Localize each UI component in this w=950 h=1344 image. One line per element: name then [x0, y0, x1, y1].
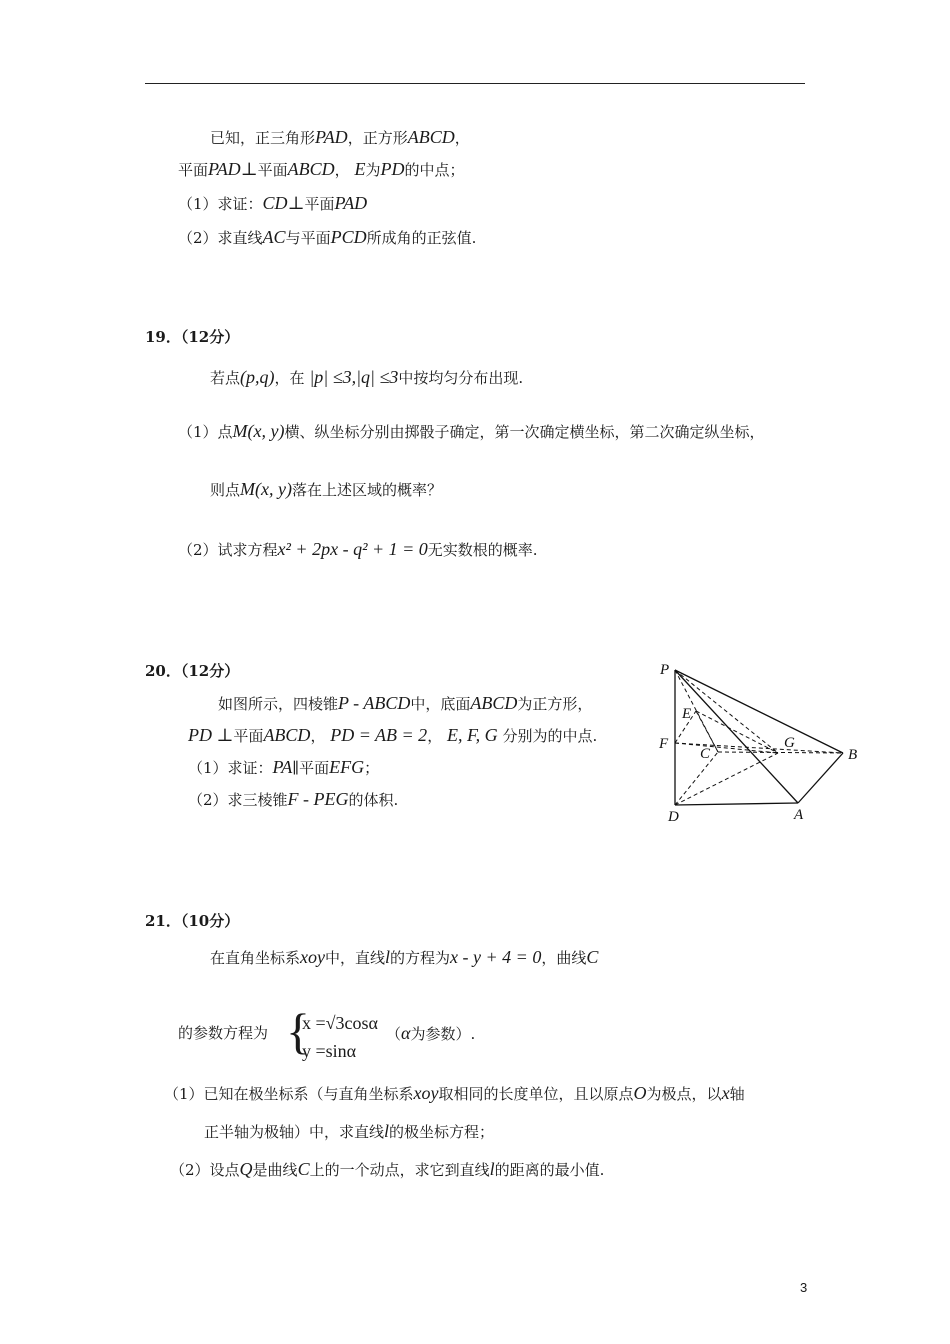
p18-question2: （2）求直线AC与平面PCD所成角的正弦值.: [178, 227, 477, 247]
param-note: （α为参数）.: [386, 1023, 476, 1043]
p21-line1: 在直角坐标系xoy中，直线l的方程为x - y + 4 = 0，曲线C: [210, 947, 599, 967]
pyramid-figure: [650, 655, 870, 830]
p20-line1: 如图所示，四棱锥P - ABCD中，底面ABCD为正方形，: [218, 693, 593, 713]
label-g: G: [784, 735, 795, 751]
p21-question1: （1）已知在极坐标系（与直角坐标系xoy取相同的长度单位，且以原点O为极点，以x轴: [164, 1083, 745, 1103]
label-f: F: [659, 736, 669, 752]
p21-header: 21．（10分）: [145, 912, 240, 930]
label-p: P: [660, 662, 670, 678]
label-c: C: [700, 746, 711, 762]
p18-question1: （1）求证：CD⊥平面PAD: [178, 193, 368, 213]
edge-pb: [675, 670, 843, 753]
p19-header: 19．（12分）: [145, 328, 240, 346]
edge-dc: [675, 752, 718, 805]
p18-line1: 已知，正三角形PAD，正方形ABCD，: [210, 127, 470, 147]
segment-dg: [675, 753, 778, 805]
p19-line1: 若点(p,q)，在 |p| ≤3,|q| ≤3中按均匀分布出现.: [210, 367, 524, 387]
edge-da: [675, 803, 798, 805]
p19-question2: （2）试求方程x² + 2px - q² + 1 = 0无实数根的概率.: [178, 539, 538, 559]
p20-header: 20．（12分）: [145, 662, 240, 680]
param-eq-y: y =sinα: [302, 1041, 357, 1061]
header-rule: [145, 83, 805, 84]
p20-question2: （2）求三棱锥F - PEG的体积.: [188, 789, 399, 809]
page-number: 3: [800, 1280, 808, 1295]
p20-question1: （1）求证：PA∥平面EFG；: [188, 757, 380, 777]
param-eq-x: x =√3cosα: [302, 1013, 378, 1033]
label-d: D: [668, 809, 679, 825]
p18-line2: 平面PAD⊥平面ABCD， E为PD的中点；: [178, 159, 465, 179]
label-a: A: [794, 807, 804, 823]
label-b: B: [848, 747, 858, 763]
label-e: E: [682, 706, 692, 722]
p20-line2: PD ⊥平面ABCD， PD = AB = 2， E, F, G 分别为的中点.: [188, 725, 598, 745]
p19-question1: （1）点M(x, y)横、纵坐标分别由掷骰子确定，第一次确定横坐标，第二次确定纵坐标，: [178, 421, 765, 441]
system-brace: {: [286, 1003, 310, 1059]
p21-question1-cont: 正半轴为极轴）中，求直线l的极坐标方程；: [204, 1121, 495, 1141]
p21-question2: （2）设点Q是曲线C上的一个动点，求它到直线l的距离的最小值.: [170, 1159, 605, 1179]
edge-ab: [798, 753, 843, 803]
p19-line3: 则点M(x, y)落在上述区域的概率？: [210, 479, 442, 499]
p21-param-label: 的参数方程为: [178, 1024, 269, 1042]
